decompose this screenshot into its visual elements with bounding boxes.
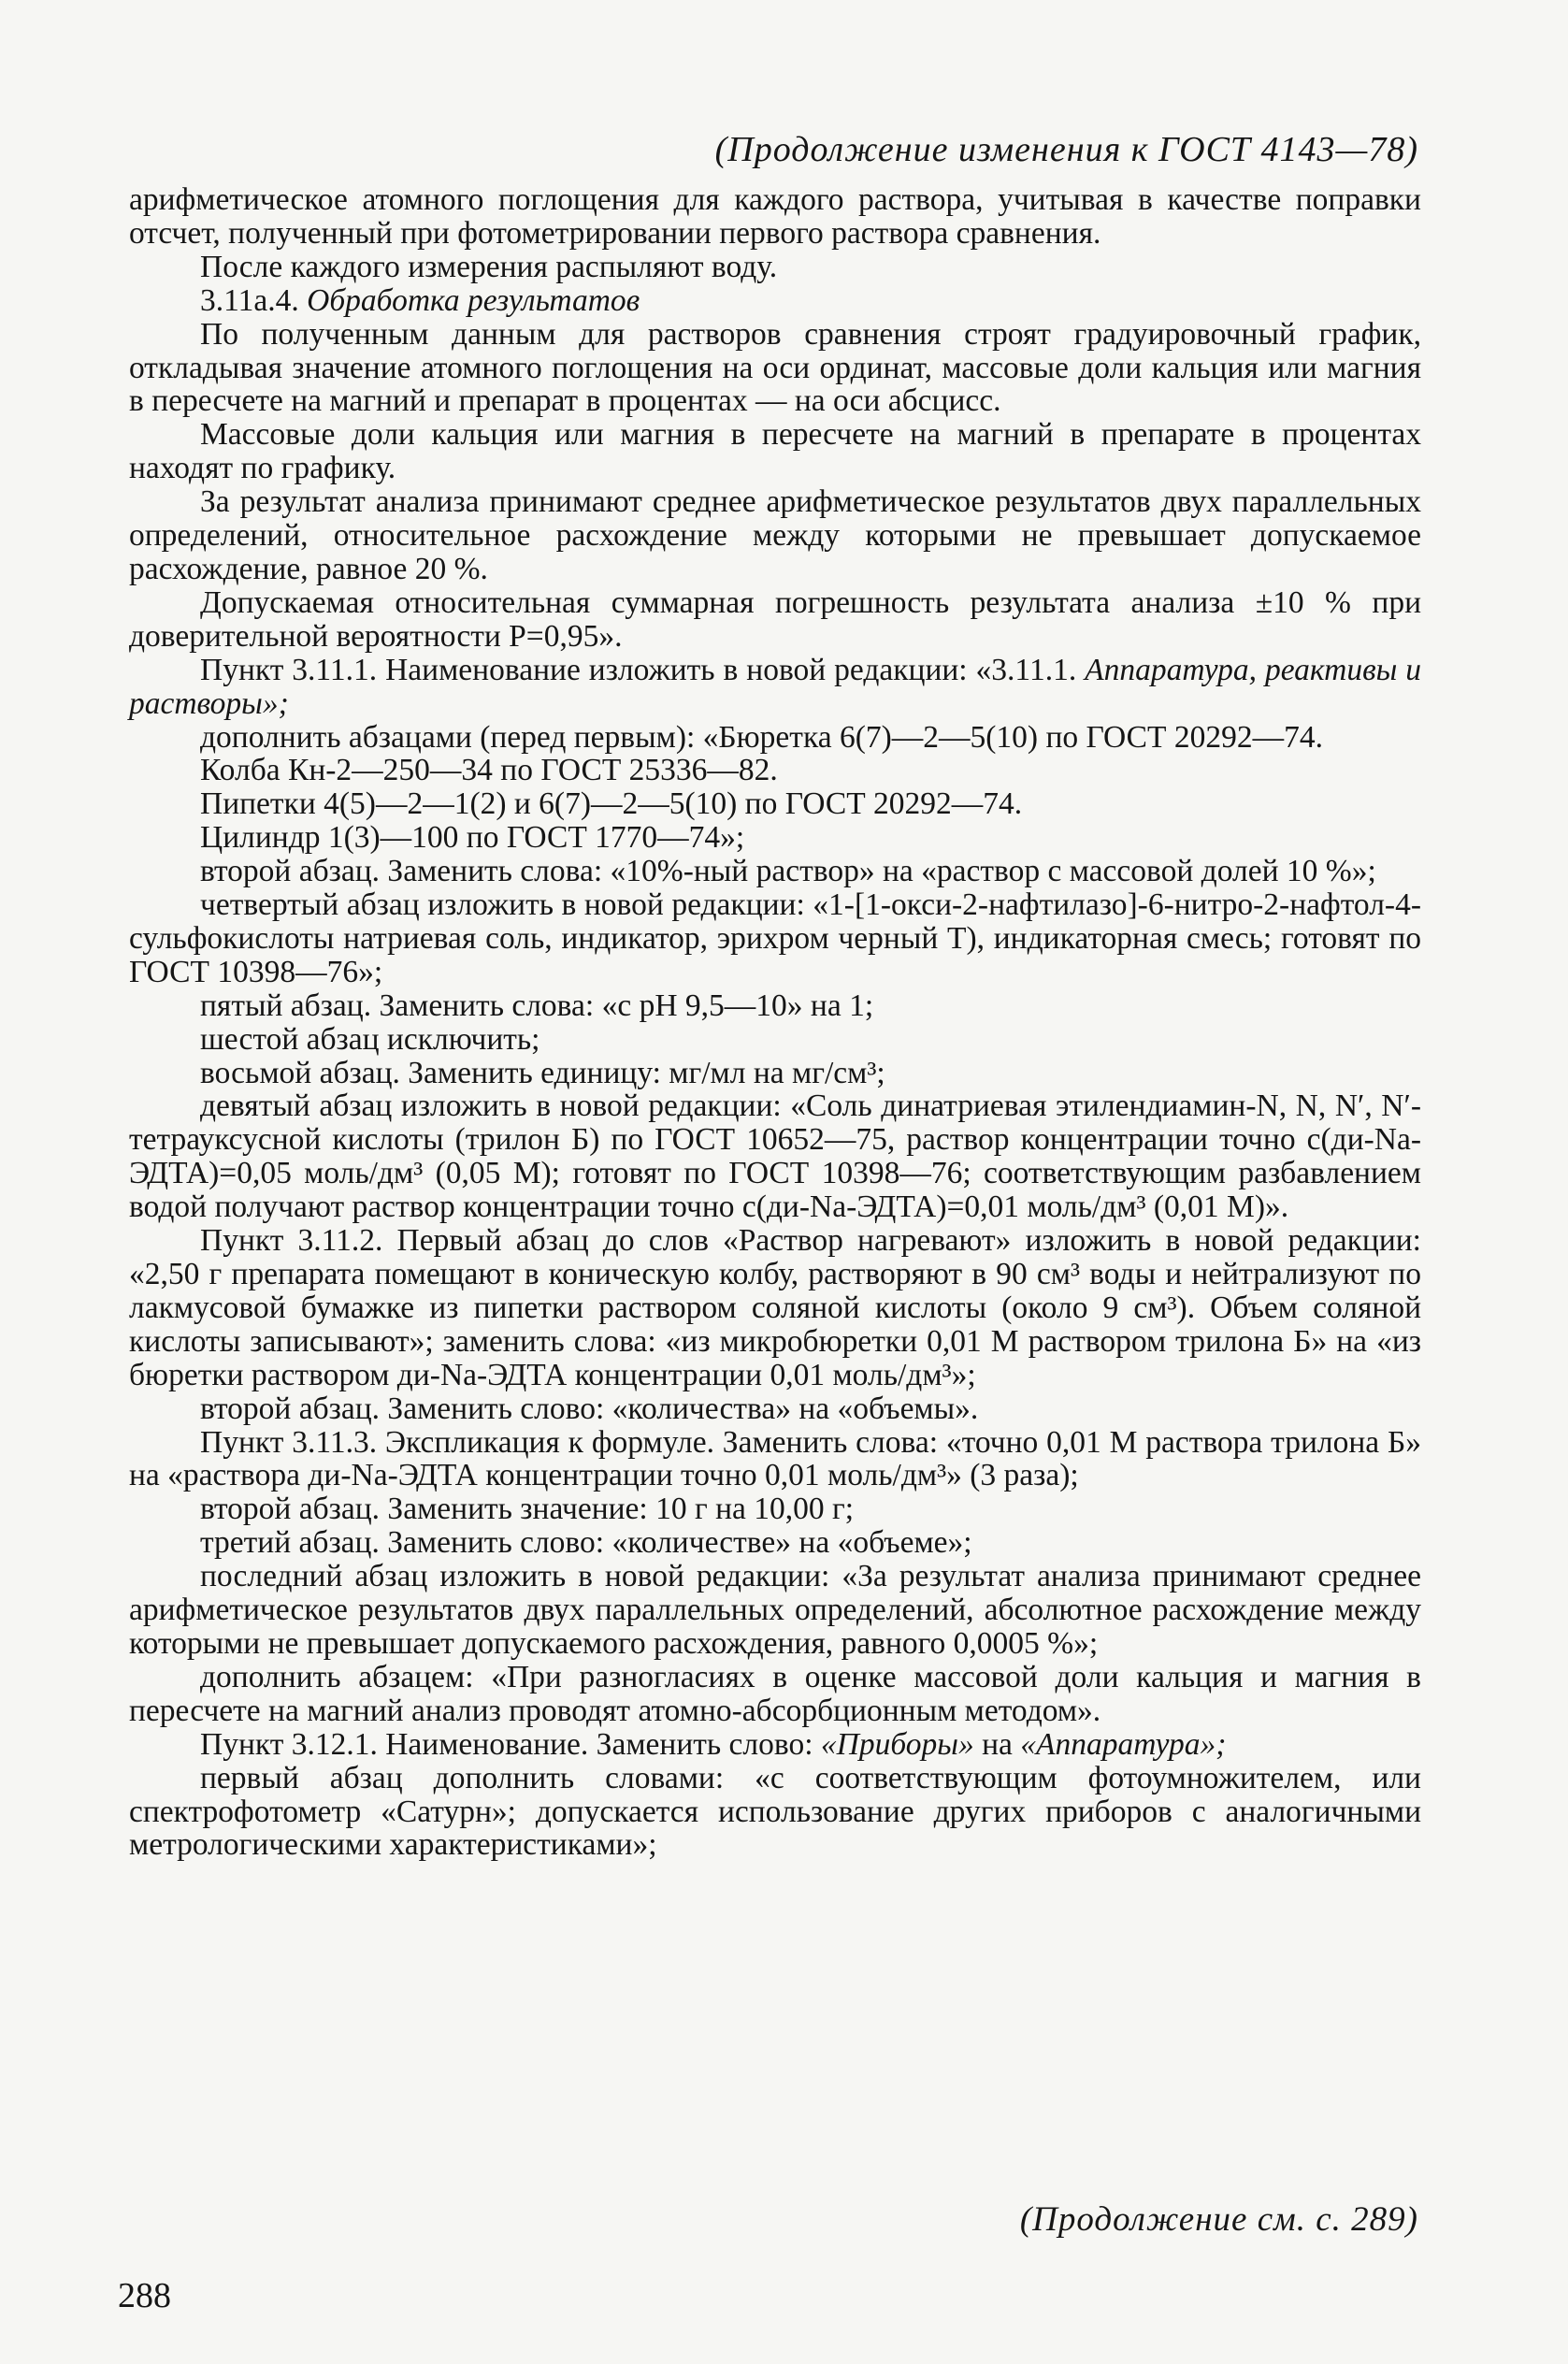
text: арифметическое атомного поглощения для каждого раствора, учитывая в качестве поправки отсчет, полученный при фотометрировании первого раствора сравнения. bbox=[129, 182, 1421, 251]
text: Пункт 3.11.3. Экспликация к формуле. Заменить слова: «точно 0,01 М раствора трилона Б» на «раствора ди-Na-ЭДТА концентрации точно 0,01 моль/дм³» (3 раза); bbox=[129, 1424, 1421, 1493]
paragraph bbox=[129, 1057, 1421, 1090]
italic-text: Обработка результатов bbox=[307, 282, 640, 318]
paragraph bbox=[129, 1526, 1421, 1560]
text: восьмой абзац. Заменить единицу: мг/мл на мг/см³; bbox=[200, 1055, 885, 1090]
paragraph bbox=[129, 989, 1421, 1023]
text: второй абзац. Заменить слово: «количества» на «объемы». bbox=[200, 1391, 979, 1426]
paragraph bbox=[129, 1728, 1421, 1762]
paragraph bbox=[129, 888, 1421, 989]
italic-text: «Приборы» bbox=[820, 1726, 974, 1762]
text: девятый абзац изложить в новой редакции: «Соль динатриевая этилендиамин-N, N, N′, N′-тетрауксусной кислоты (трилон Б) по ГОСТ 10652—75, раствор концентрации точно c(ди-Na-ЭДТА)=0,05 моль/дм³ (0,05 М); готовят по ГОСТ 10398—76; соответствующим разбавлением водой получают раствор концентрации точно c(ди-Na-ЭДТА)=0,01 моль/дм³ (0,01 М)». bbox=[129, 1088, 1421, 1225]
paragraph bbox=[129, 1392, 1421, 1426]
paragraph bbox=[129, 1023, 1421, 1057]
paragraph bbox=[129, 586, 1421, 654]
paragraph bbox=[129, 318, 1421, 419]
running-header: (Продолжение изменения к ГОСТ 4143—78) bbox=[714, 130, 1418, 169]
paragraph bbox=[129, 721, 1421, 755]
text: После каждого измерения распыляют воду. bbox=[200, 249, 778, 284]
text: третий абзац. Заменить слово: «количестве» на «объеме»; bbox=[200, 1525, 972, 1561]
text: второй абзац. Заменить слова: «10%-ный раствор» на «раствор с массовой долей 10 %»; bbox=[200, 854, 1376, 889]
text: За результат анализа принимают среднее арифметическое результатов двух параллельных определений, относительное расхождение между которыми не превышает допускаемое расхождение, равное 20 %. bbox=[129, 484, 1421, 586]
paragraph bbox=[129, 485, 1421, 586]
text: первый абзац дополнить словами: «с соответствующим фотоумножителем, или спектрофотометр «Сатурн»; допускается использование других приборов с аналогичными метрологическими характеристиками»; bbox=[129, 1760, 1421, 1863]
paragraph bbox=[129, 1661, 1421, 1728]
text: По полученным данным для растворов сравнения строят градуировочный график, откладывая значение атомного поглощения на оси ординат, массовые доли кальция или магния в пересчете на магний и препарат в процентах — на оси абсцисс. bbox=[129, 316, 1421, 419]
body-text bbox=[129, 183, 1421, 1862]
text: Пункт 3.11.1. Наименование изложить в новой редакции: «3.11.1. bbox=[200, 652, 1077, 687]
paragraph bbox=[129, 787, 1421, 821]
text: пятый абзац. Заменить слова: «с рН 9,5—10» на 1; bbox=[200, 987, 874, 1023]
paragraph bbox=[129, 855, 1421, 888]
text: четвертый абзац изложить в новой редакции: «1-[1-окси-2-нафтилазо]-6-нитро-2-нафтол-4-сульфокислоты натриевая соль, индикатор, эрихром черный Т), индикаторная смесь; готовят по ГОСТ 10398—76»; bbox=[129, 887, 1421, 989]
paragraph bbox=[129, 1560, 1421, 1661]
paragraph bbox=[129, 654, 1421, 721]
paragraph bbox=[129, 284, 1421, 318]
paragraph bbox=[129, 821, 1421, 855]
text: Колба Кн-2—250—34 по ГОСТ 25336—82. bbox=[200, 753, 778, 788]
italic-text: «Аппаратура»; bbox=[1020, 1726, 1227, 1762]
text: Допускаемая относительная суммарная погрешность результата анализа ±10 % при доверительной вероятности P=0,95». bbox=[129, 584, 1421, 654]
page-number: 288 bbox=[118, 2276, 171, 2315]
text: 3.11а.4. bbox=[200, 282, 299, 318]
continuation-note: (Продолжение см. с. 289) bbox=[1019, 2200, 1418, 2239]
text: последний абзац изложить в новой редакции: «За результат анализа принимают среднее арифметическое результатов двух параллельных определений, абсолютное расхождение между которыми не превышает допускаемого расхождения, равного 0,0005 %»; bbox=[129, 1559, 1421, 1661]
paragraph bbox=[129, 1089, 1421, 1224]
text: Пипетки 4(5)—2—1(2) и 6(7)—2—5(10) по ГОСТ 20292—74. bbox=[200, 786, 1023, 822]
paragraph bbox=[129, 1492, 1421, 1526]
text: Пункт 3.11.2. Первый абзац до слов «Раствор нагревают» изложить в новой редакции: «2,50 г препарата помещают в коническую колбу, растворяют в 90 см³ воды и нейтрализуют по лакмусовой бумажке из пипетки раствором соляной кислоты (около 9 см³). Объем соляной кислоты записывают»; заменить слова: «из микробюретки 0,01 М раствором трилона Б» на «из бюретки раствором ди-Na-ЭДТА концентрации 0,01 моль/дм³»; bbox=[129, 1223, 1421, 1392]
paragraph bbox=[129, 1224, 1421, 1392]
italic-text: Аппаратура, реактивы и растворы»; bbox=[129, 652, 1422, 721]
text: Пункт 3.12.1. Наименование. Заменить слово: bbox=[200, 1726, 813, 1762]
text: Массовые доли кальция или магния в пересчете на магний в препарате в процентах находят по графику. bbox=[129, 417, 1421, 486]
text: дополнить абзацами (перед первым): «Бюретка 6(7)—2—5(10) по ГОСТ 20292—74. bbox=[200, 719, 1323, 755]
text: второй абзац. Заменить значение: 10 г на 10,00 г; bbox=[200, 1492, 855, 1527]
paragraph bbox=[129, 418, 1421, 485]
paragraph bbox=[129, 754, 1421, 787]
paragraph bbox=[129, 251, 1421, 284]
text: Цилиндр 1(3)—100 по ГОСТ 1770—74»; bbox=[200, 820, 745, 856]
paragraph bbox=[129, 1426, 1421, 1493]
text: дополнить абзацем: «При разногласиях в оценке массовой доли кальция и магния в пересчете на магний анализ проводят атомно-абсорбционным методом». bbox=[129, 1659, 1421, 1728]
text: шестой абзац исключить; bbox=[200, 1021, 540, 1057]
paragraph bbox=[129, 1762, 1421, 1863]
text: на bbox=[982, 1726, 1013, 1762]
paragraph bbox=[129, 183, 1421, 251]
